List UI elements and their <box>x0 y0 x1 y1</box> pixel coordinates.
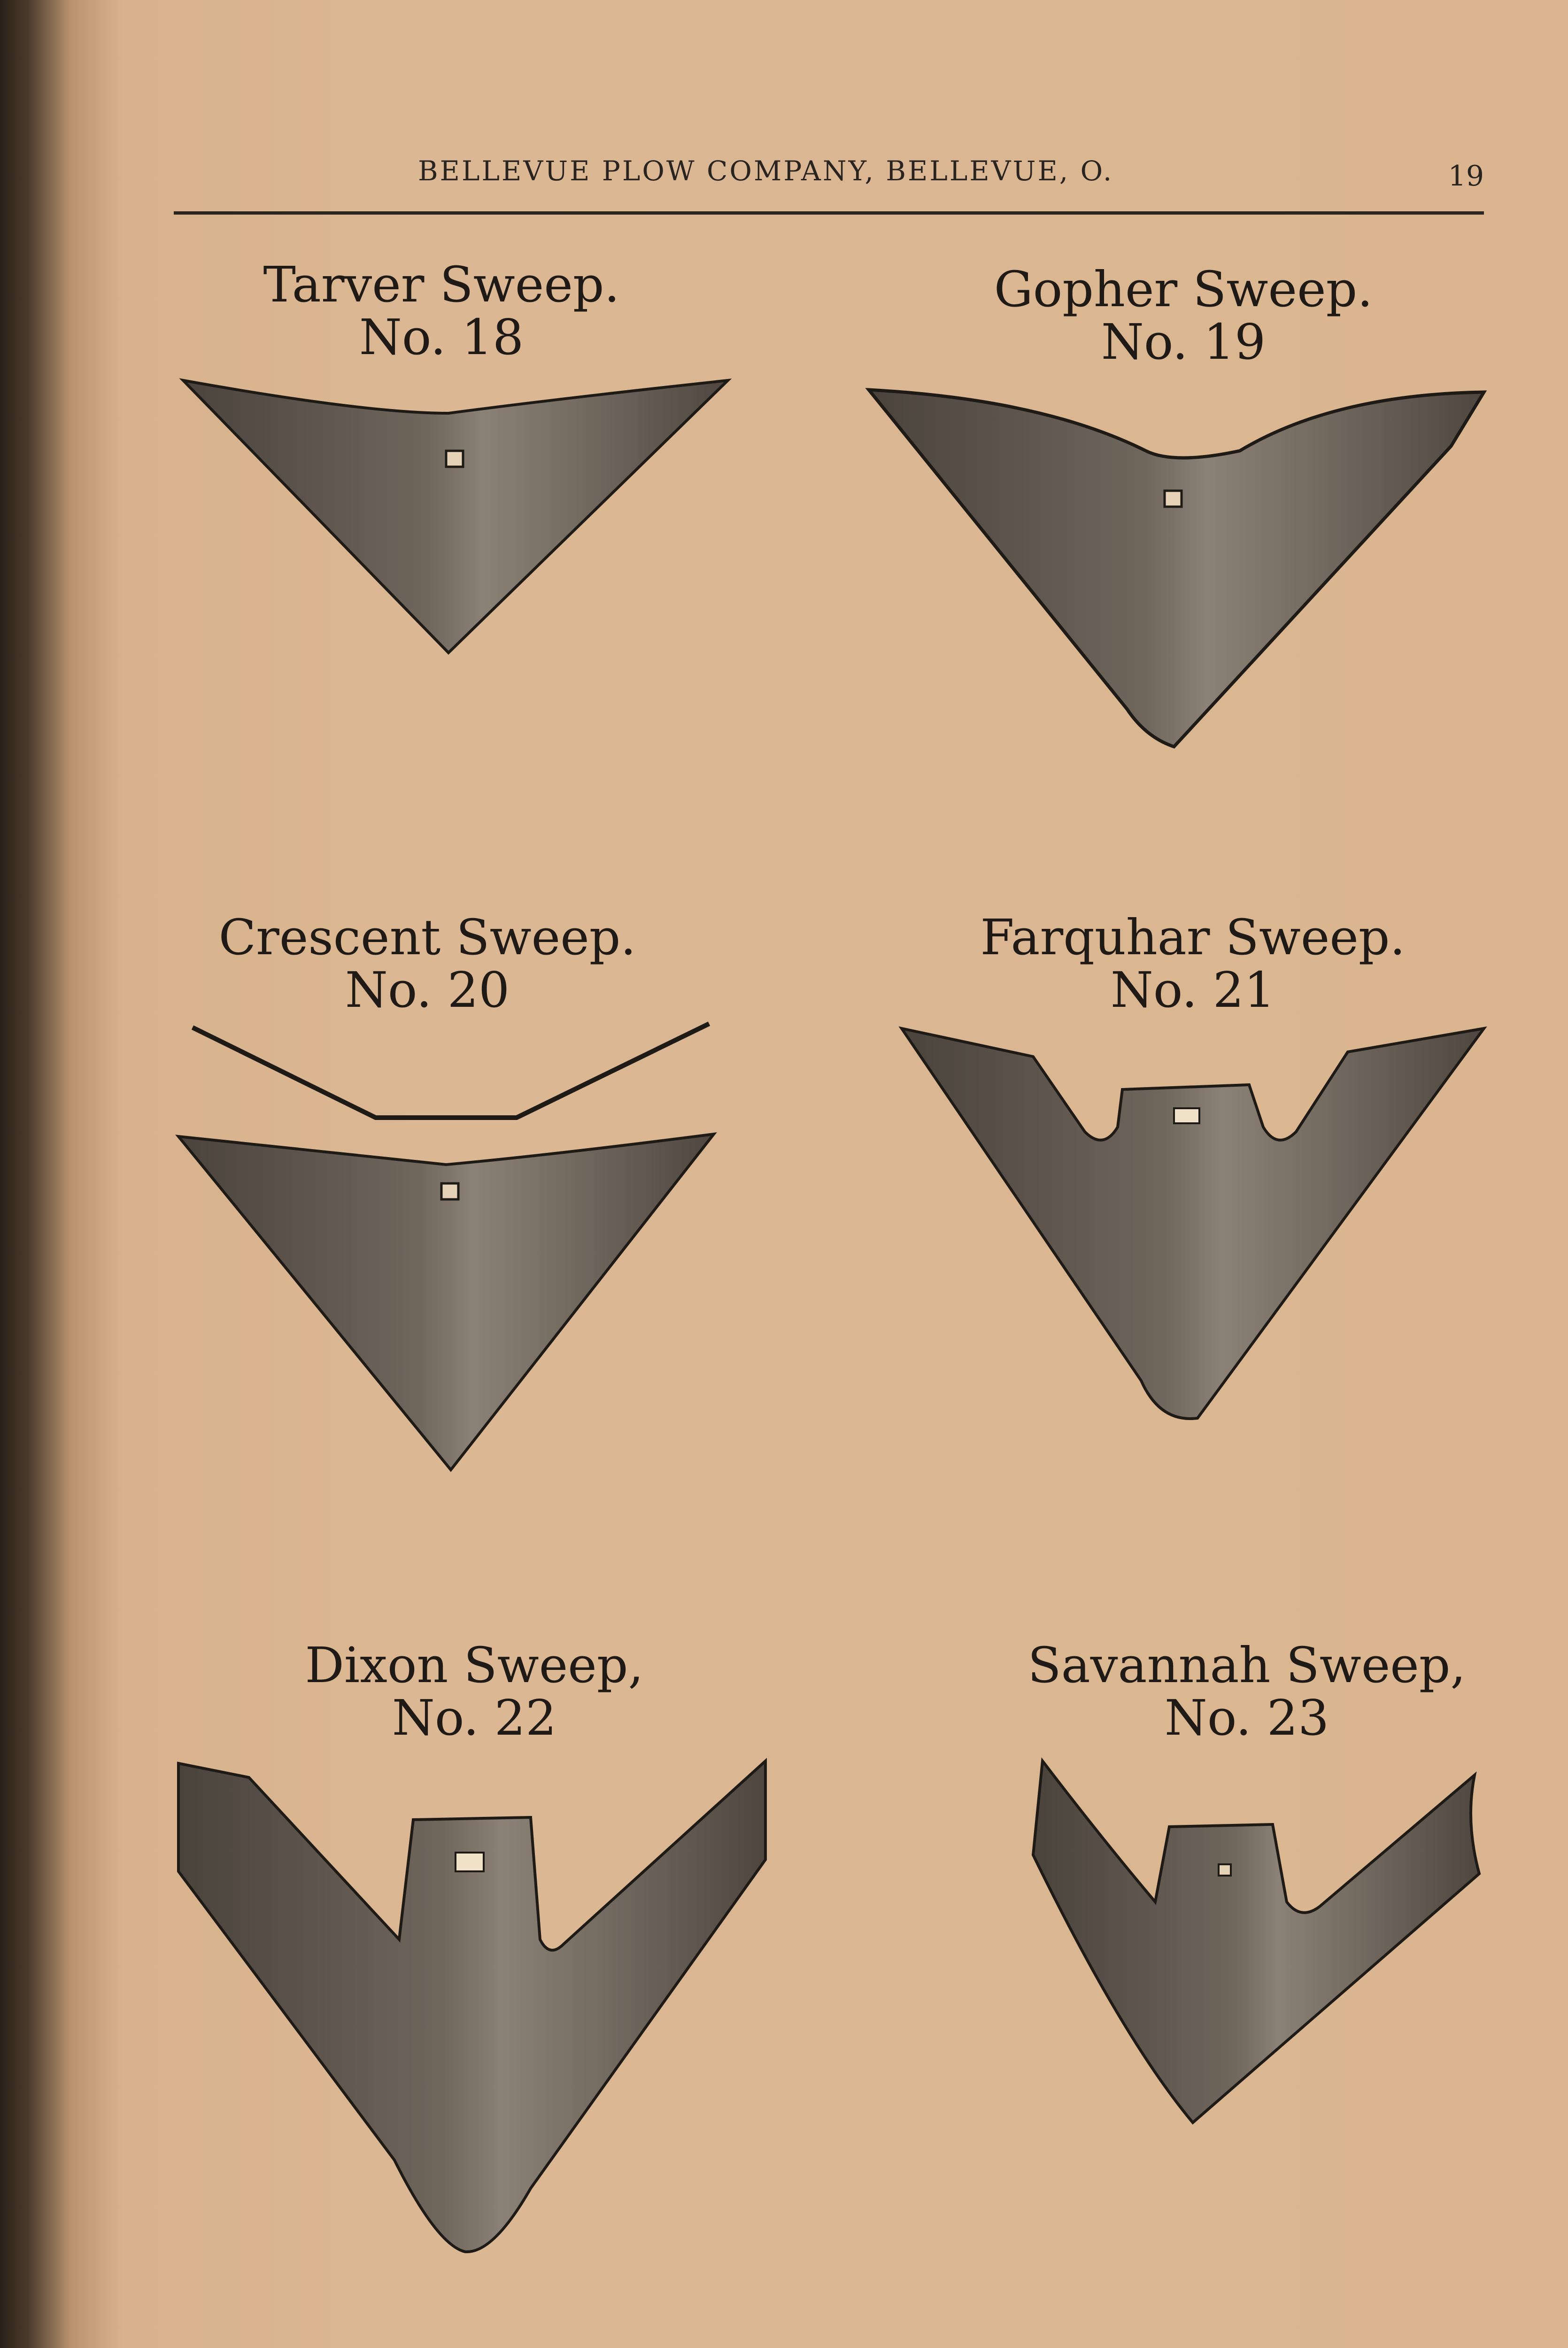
sweep-number: No. 19 <box>1101 313 1266 371</box>
sweep-caption <box>967 909 1418 1019</box>
sweep-number: No. 18 <box>359 309 524 366</box>
sweep-caption <box>958 261 1409 371</box>
farquhar-sweep-illustration <box>897 1024 1489 1428</box>
sweep-name: Savannah Sweep, <box>1027 1637 1466 1694</box>
crescent-sweep-illustration <box>174 1127 718 1475</box>
running-head: BELLEVUE PLOW COMPANY, BELLEVUE, O. <box>418 155 1114 187</box>
sweep-number: No. 20 <box>345 961 510 1019</box>
dixon-sweep-illustration <box>174 1752 770 2259</box>
savannah-sweep-illustration <box>1028 1756 1493 2132</box>
sweep-number: No. 22 <box>392 1689 557 1746</box>
page-number: 19 <box>1448 160 1484 193</box>
page-header <box>178 155 1484 211</box>
tarver-sweep-illustration <box>178 371 733 657</box>
sweep-number: No. 21 <box>1110 961 1275 1019</box>
sweep-name: Gopher Sweep. <box>994 261 1373 318</box>
sweep-number: No. 23 <box>1164 1689 1329 1746</box>
sweep-caption <box>1014 1639 1479 1744</box>
sweep-name: Farquhar Sweep. <box>980 909 1406 966</box>
gopher-sweep-illustration <box>864 380 1489 751</box>
sweep-name: Dixon Sweep, <box>305 1637 644 1694</box>
header-rule <box>174 211 1484 215</box>
crescent-sweep-profile-line <box>188 1019 718 1122</box>
sweep-caption <box>207 909 648 1019</box>
sweep-caption <box>263 256 620 366</box>
sweep-caption <box>291 1639 657 1744</box>
sweep-name: Tarver Sweep. <box>263 256 620 313</box>
sweep-name: Crescent Sweep. <box>218 909 636 966</box>
